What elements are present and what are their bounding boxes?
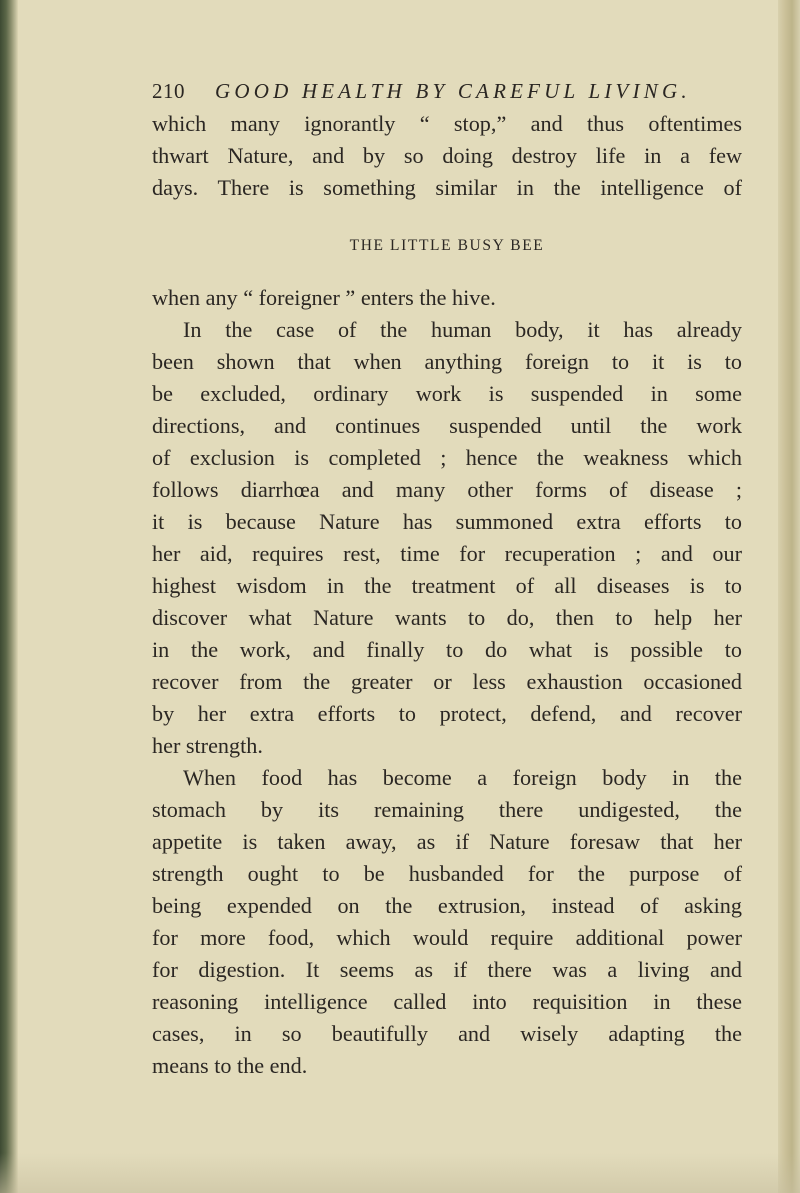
text-line: recover from the greater or less exhaustion occasioned — [152, 669, 742, 694]
text-line: highest wisdom in the treatment of all diseases is to — [152, 573, 742, 598]
text-line: for more food, which would require additional power — [152, 925, 742, 950]
text-line: stomach by its remaining there undigested, the — [152, 797, 742, 822]
text-line: her strength. — [152, 733, 263, 758]
page-edge — [778, 0, 800, 1193]
text-line: days. There is something similar in the intelligence of — [152, 175, 742, 200]
text-line: in the work, and finally to do what is possible to — [152, 637, 742, 662]
page-number: 210 — [152, 79, 185, 103]
text-line: for digestion. It seems as if there was a living and — [152, 957, 742, 982]
text-line: it is because Nature has summoned extra efforts to — [152, 509, 742, 534]
paragraph-2 — [152, 762, 742, 1082]
text-line: of exclusion is completed ; hence the weakness which — [152, 445, 742, 470]
page-header — [152, 79, 712, 107]
section-heading: THE LITTLE BUSY BEE — [349, 237, 545, 254]
body-text — [152, 108, 742, 1082]
text-line: strength ought to be husbanded for the purpose of — [152, 861, 742, 886]
text-line: follows diarrhœa and many other forms of disease ; — [152, 477, 742, 502]
text-line: when any “ foreigner ” enters the hive. — [152, 285, 496, 310]
page-bottom-shadow — [0, 1153, 800, 1193]
book-binding-gutter — [0, 0, 18, 1193]
text-line: appetite is taken away, as if Nature foresaw that her — [152, 829, 742, 854]
text-line: When food has become a foreign body in the — [183, 765, 742, 790]
text-line: be excluded, ordinary work is suspended in some — [152, 381, 742, 406]
text-line: reasoning intelligence called into requisition in these — [152, 989, 742, 1014]
text-line: by her extra efforts to protect, defend, and recover — [152, 701, 742, 726]
text-line: cases, in so beautifully and wisely adapting the — [152, 1021, 742, 1046]
text-line: being expended on the extrusion, instead of asking — [152, 893, 742, 918]
text-line: been shown that when anything foreign to it is to — [152, 349, 742, 374]
paragraph-1 — [152, 282, 742, 762]
text-line: her aid, requires rest, time for recuperation ; and our — [152, 541, 742, 566]
text-line: discover what Nature wants to do, then to help her — [152, 605, 742, 630]
text-line: means to the end. — [152, 1053, 308, 1078]
text-line: In the case of the human body, it has already — [183, 317, 742, 342]
running-head: GOOD HEALTH BY CAREFUL LIVING. — [215, 79, 691, 103]
text-line: which many ignorantly “ stop,” and thus oftentimes — [152, 111, 742, 136]
text-line: thwart Nature, and by so doing destroy life in a few — [152, 143, 742, 168]
text-line: directions, and continues suspended until the work — [152, 413, 742, 438]
